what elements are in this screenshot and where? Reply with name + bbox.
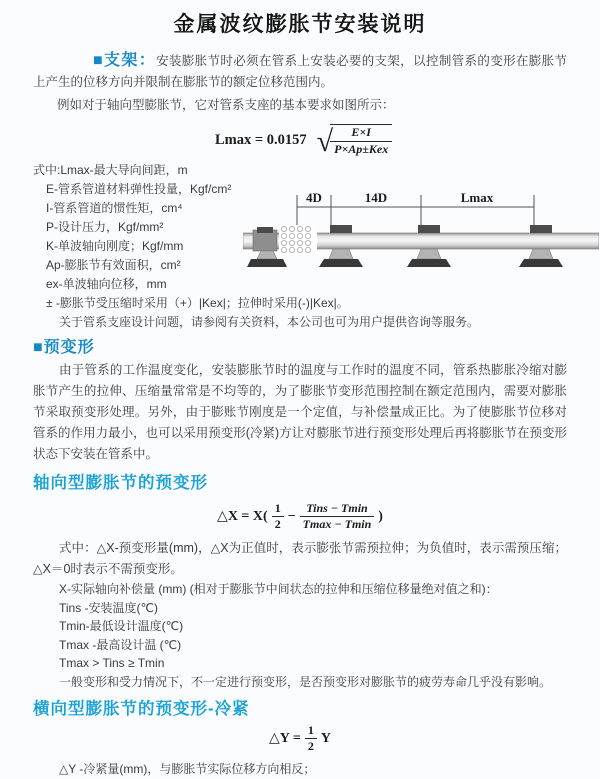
param-line: 关于管系支座设计问题，请参阅有关资料，本公司也可为用户提供咨询等服务。 <box>59 315 480 330</box>
fraction-numerator: 1 <box>305 723 317 739</box>
axial-subheading: 轴向型膨胀节的预变形 <box>33 474 208 493</box>
param-line: ex-单波轴向位移，mm <box>46 277 167 292</box>
dimension-label-14d: 14D <box>364 190 388 206</box>
axial-formula <box>217 501 383 532</box>
axial-formula-rhs: ) <box>378 508 383 524</box>
param-line: 一般变形和受力情况下，不一定进行预变形，是否预变形对膨胀节的疲劳寿命几乎没有影响。 <box>59 674 552 689</box>
predeform-section-heading: ■预变形 <box>33 339 95 357</box>
param-line: Tmax > Tins ≥ Tmin <box>59 656 165 671</box>
param-line: Ap-膨胀节有效面积，cm² <box>46 258 181 273</box>
support-example-line: 例如对于轴向型膨胀节，它对管系支座的基本要求如图所示： <box>57 98 395 112</box>
support-params-block <box>33 161 567 332</box>
page-title: 金属波纹膨胀节安装说明 <box>173 13 427 36</box>
lateral-note-line: △Y -冷紧量(mm)，与膨胀节实际位移方向相反； <box>59 762 316 777</box>
param-line: Tins -安装温度(℃) <box>59 600 159 615</box>
fraction-denominator: 2 <box>307 739 314 754</box>
dimension-label-lmax: Lmax <box>460 190 494 206</box>
param-line: 式中:Lmax-最大导向间距，m <box>33 163 188 178</box>
support-intro-paragraph <box>33 50 567 93</box>
param-line: ± -膨胀节受压缩时采用（+）|Kex|；拉伸时采用(-)|Kex|。 <box>46 296 349 311</box>
param-line: E-管系管道材料弹性投量，Kgf/cm² <box>46 182 232 197</box>
param-line: Tmax -最高设计温 (℃) <box>59 637 182 652</box>
support-section-heading: ■支架： <box>93 52 157 69</box>
axial-formula-temp-fraction <box>300 501 375 532</box>
axial-params-block <box>33 580 567 691</box>
fraction-numerator: Tins − Tmin <box>300 501 375 517</box>
param-line: I-管系管道的惯性矩，cm⁴ <box>46 201 183 216</box>
lateral-formula-lhs: △Y = <box>269 731 301 747</box>
param-line: Tmin-最低设计温度(℃) <box>59 619 184 634</box>
axial-formula-minus: − <box>287 508 296 524</box>
param-line: X-实际轴向补偿量 (mm) (相对于膨胀节中间状态的拉伸和压缩位移量绝对值之和)： <box>59 582 498 597</box>
lateral-formula <box>269 723 331 754</box>
lateral-subheading: 横向型膨胀节的预变形-冷紧 <box>33 700 250 719</box>
dimension-label-4d: 4D <box>306 190 322 206</box>
lmax-formula-fraction <box>330 124 392 157</box>
param-line: P-设计压力，Kgf/mm² <box>46 220 164 235</box>
fraction-denominator: Tmax − Tmin <box>302 517 372 532</box>
axial-formula-half-fraction <box>272 501 284 532</box>
fraction-denominator: 2 <box>274 517 281 532</box>
axial-formula-explanation: 式中：△X-预变形量(mm)，△X为正值时，表示膨张节需预拉伸；为负值时，表示需预压缩；△X＝0时表示不需预变形。 <box>33 541 567 577</box>
bellows <box>279 225 317 255</box>
support-intro-text: 安装膨胀节时必须在管系上安装必要的支架，以控制管系的变形在膨胀节上产生的位移方向并限制在膨胀节的额定位移范围内。 <box>33 54 567 89</box>
lmax-formula-numerator: E×I <box>330 125 392 142</box>
radical-sign: √ <box>316 124 334 158</box>
param-line: K-单波轴向刚度；Kgf/mm <box>46 239 184 254</box>
axial-formula-lhs: △X = X( <box>217 509 268 525</box>
lateral-formula-rhs: Y <box>320 730 331 746</box>
predeform-body-paragraph: 由于管系的工作温度变化，安装膨胀节时的温度与工作时的温度不同，管系热膨胀冷缩对膨胀节产生的拉伸、压缩量常常是不均等的，为了膨胀节变形范围控制在额定范围内，需要对膨胀节采取预变形处理。另外，由于膨账节刚度是一个定值，与补偿量成正比。为了使膨胀节位移对管系的作用力最小，也可以采用预变形(冷紧)方让对膨胀节进行预变形处理后再将膨胀节在预变形状态下安装在管系中。 <box>33 363 567 462</box>
lmax-formula <box>215 124 567 157</box>
fraction-numerator: 1 <box>272 501 284 517</box>
lateral-formula-half-fraction <box>305 723 317 754</box>
pipe-support-diagram <box>243 189 599 289</box>
lmax-formula-denominator: P×Ap±Kex <box>334 141 389 156</box>
lmax-formula-lhs: Lmax = 0.0157 <box>215 132 307 149</box>
